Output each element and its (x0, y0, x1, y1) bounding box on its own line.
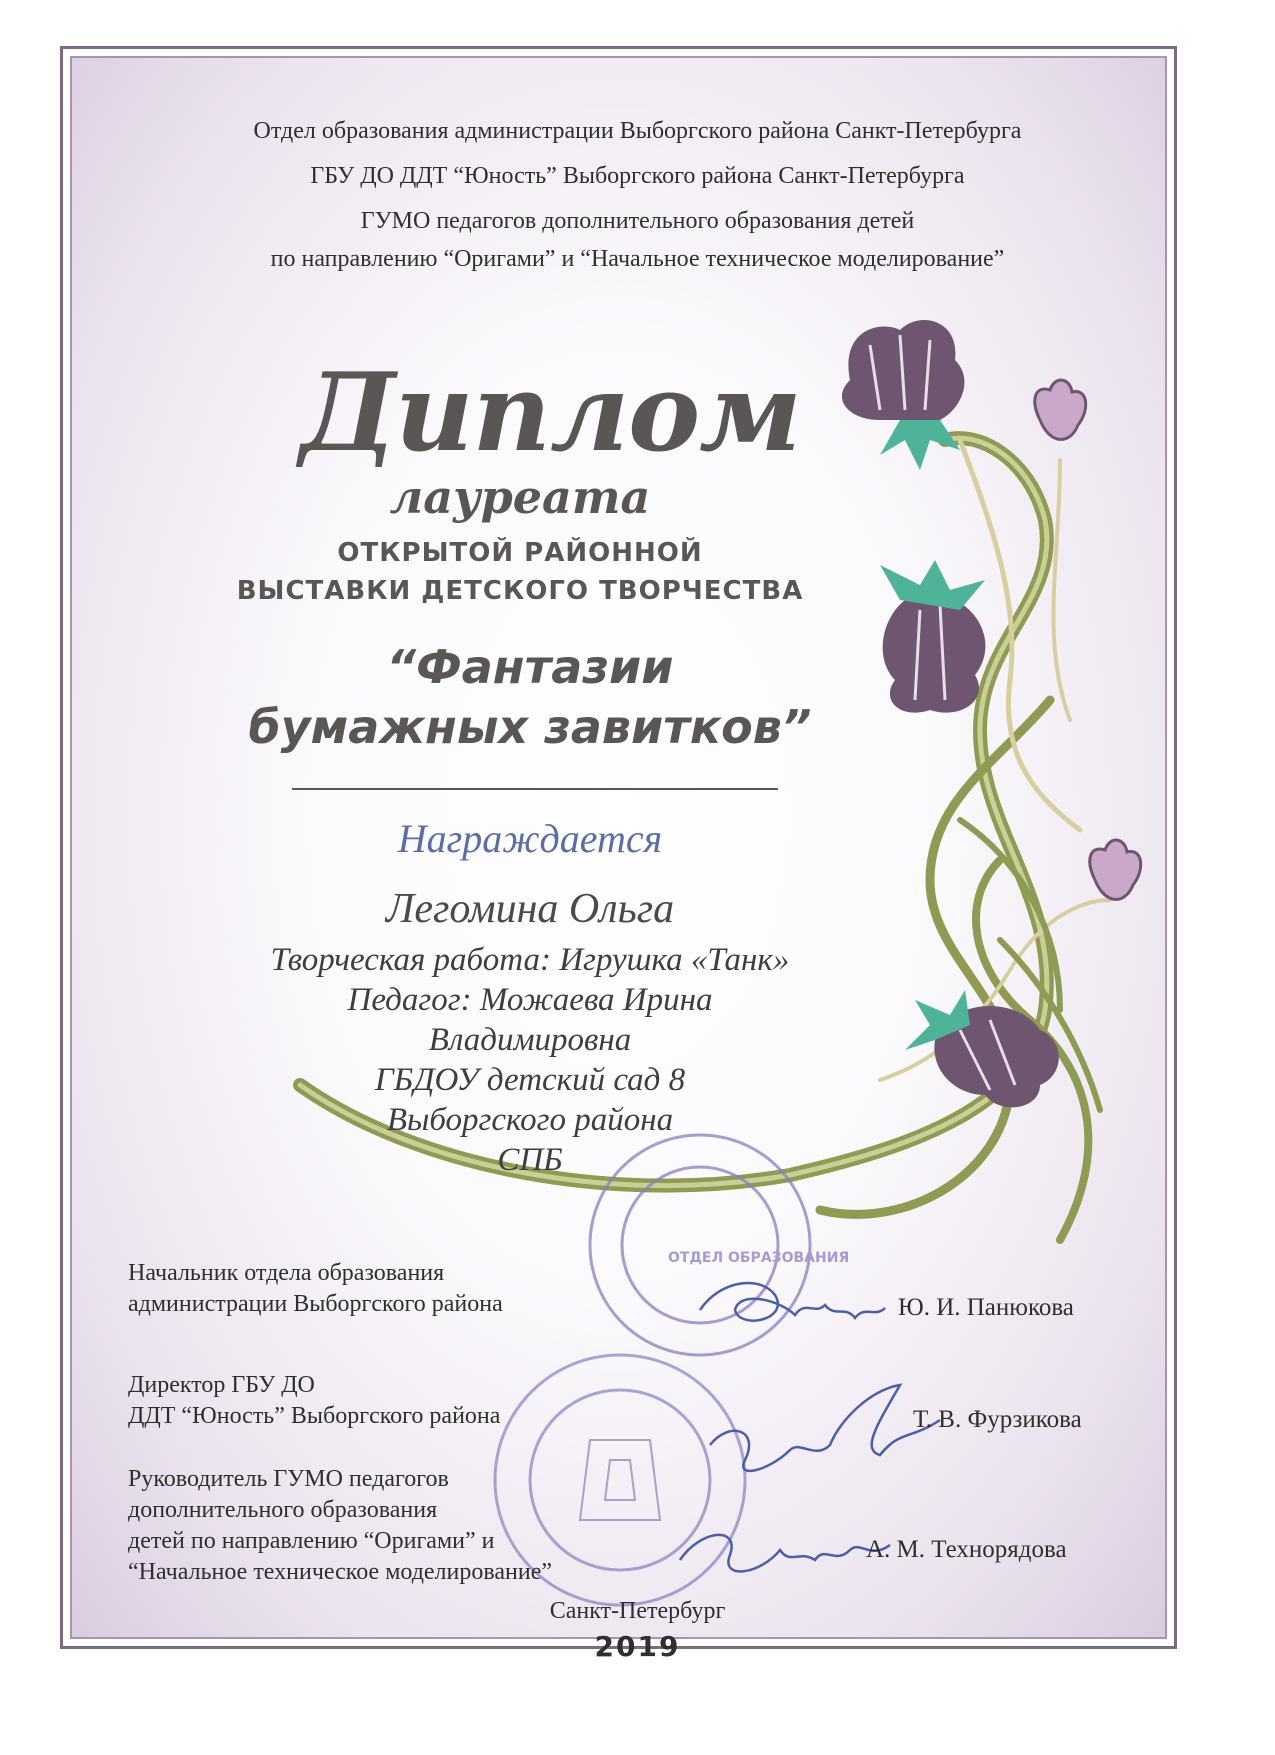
recipient-work: Творческая работа: Игрушка «Танк» (270, 942, 790, 978)
city: Санкт-Петербург (549, 1598, 726, 1624)
signatory-2-name: Т. В. Фурзикова (913, 1406, 1082, 1433)
event-line-2: ВЫСТАВКИ ДЕТСКОГО ТВОРЧЕСТВА (236, 576, 804, 606)
signatory-1-title: Начальник отдела образования администрации Выборгского района (128, 1260, 503, 1317)
event-name-line-2: бумажных завитков” (248, 700, 812, 754)
header-line-1: Отдел образования администрации Выборгского района Санкт-Петербурга (253, 118, 1022, 144)
header-line-4: по направлению “Оригами” и “Начальное техническое моделирование” (270, 246, 1005, 272)
awarded-label: Награждается (397, 816, 663, 861)
recipient-institution-3: СПБ (497, 1142, 563, 1178)
recipient-institution-1: ГБДОУ детский сад 8 (374, 1062, 686, 1098)
signatures (680, 1283, 940, 1571)
diploma-title: Диплом (300, 350, 801, 476)
signatory-2-title: Директор ГБУ ДО ДДТ “Юность” Выборгского района (128, 1372, 501, 1429)
year: 2019 (594, 1630, 681, 1663)
recipient-teacher-2: Владимировна (428, 1022, 632, 1058)
header-line-3: ГУМО педагогов дополнительного образования детей (360, 208, 915, 234)
stamp-text: ОТДЕЛ ОБРАЗОВАНИЯ (668, 1250, 850, 1266)
event-name-line-1: “Фантазии (386, 640, 674, 694)
event-line-1: ОТКРЫТОЙ РАЙОННОЙ (337, 538, 703, 568)
signatory-3-name: А. М. Технорядова (866, 1536, 1067, 1563)
header-line-2: ГБУ ДО ДДТ “Юность” Выборгского района Санкт-Петербурга (310, 163, 965, 189)
recipient-name: Легомина Ольга (385, 886, 675, 932)
stamp-department (590, 1135, 849, 1355)
signatory-1-name: Ю. И. Панюкова (898, 1294, 1074, 1321)
signatory-3-title: Руководитель ГУМО педагогов дополнительного образования детей по направлению “Оригами” и “Начальное техническое моделирование” (128, 1466, 553, 1585)
diploma-subtitle: лауреата (389, 470, 651, 524)
recipient-teacher-1: Педагог: Можаева Ирина (347, 982, 713, 1018)
recipient-institution-2: Выборгского района (386, 1102, 674, 1138)
